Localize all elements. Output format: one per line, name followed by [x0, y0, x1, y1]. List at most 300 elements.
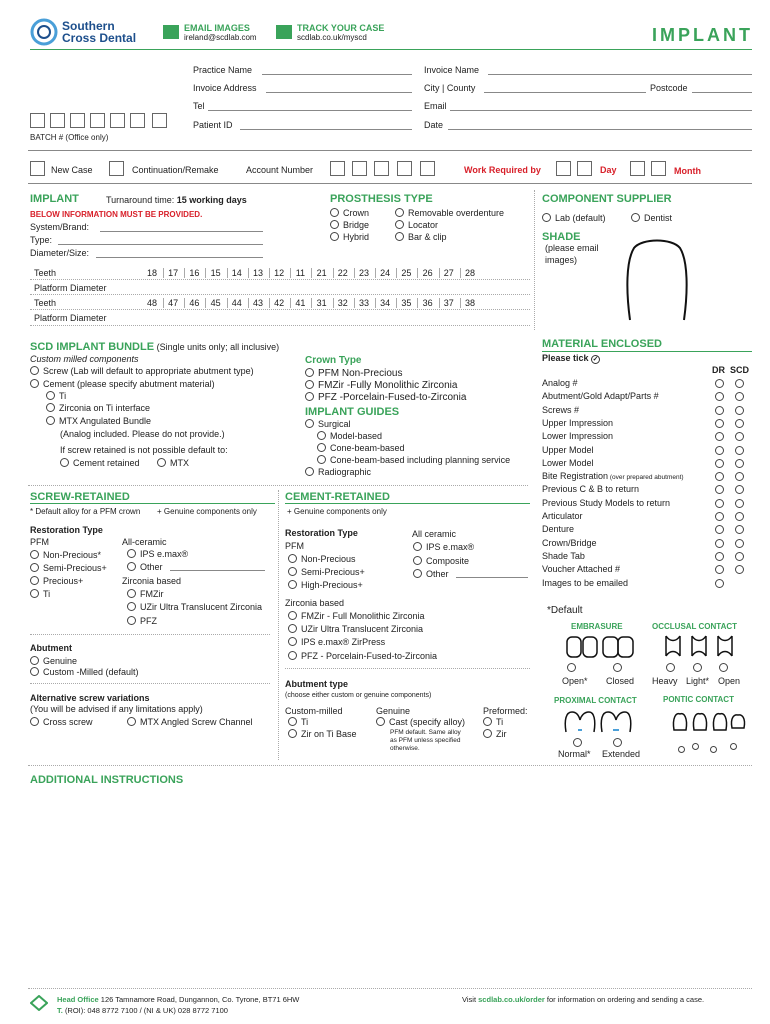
- screw-restoration-type: Restoration Type: [30, 525, 103, 535]
- cement-other-label: Other: [426, 569, 449, 579]
- material-dr-radio[interactable]: [715, 539, 724, 548]
- screw-all-ceramic: All-ceramic: [122, 537, 167, 547]
- cement-ips[interactable]: [413, 542, 474, 552]
- material-dr-radio[interactable]: [715, 552, 724, 561]
- material-dr-radio[interactable]: [715, 565, 724, 574]
- screw-pfz-radio[interactable]: [127, 616, 136, 625]
- batch-box-6[interactable]: [130, 113, 145, 128]
- cement-composite-radio[interactable]: [413, 556, 422, 565]
- screw-other-radio[interactable]: [127, 562, 136, 571]
- screw-precious[interactable]: [30, 576, 83, 586]
- footer-address: [57, 995, 299, 1004]
- invoice-address-field[interactable]: [266, 92, 412, 93]
- prosthesis-bar-clip[interactable]: [395, 232, 447, 242]
- material-dr-radio[interactable]: [715, 459, 724, 468]
- tooth-28: 28: [464, 268, 475, 278]
- cement-fmzir-radio[interactable]: [288, 611, 297, 620]
- screw-uzir-label: UZir Ultra Translucent Zirconia: [140, 602, 263, 612]
- screw-uzir[interactable]: [127, 602, 262, 612]
- city-county-field[interactable]: [484, 92, 646, 93]
- material-dr-radio[interactable]: [715, 525, 724, 534]
- cross-screw-label: Cross screw: [43, 717, 93, 727]
- cement-cast[interactable]: [376, 717, 465, 727]
- occlusal-open-radio[interactable]: [719, 663, 732, 673]
- cement-custom-ti-radio[interactable]: [288, 717, 297, 726]
- cement-other[interactable]: [413, 569, 449, 579]
- cement-fmzir[interactable]: [288, 611, 425, 621]
- screw-note-1: * Default alloy for a PFM crown: [30, 507, 141, 516]
- material-underline: [542, 351, 752, 352]
- tooth-43: 43: [252, 298, 263, 308]
- new-case-label: New Case: [51, 165, 93, 175]
- radiographic-radio[interactable]: [305, 467, 314, 476]
- postcode-field[interactable]: [692, 92, 752, 93]
- radiographic-label: Radiographic: [318, 467, 372, 477]
- screw-genuine-radio[interactable]: [30, 656, 39, 665]
- invoice-name-field[interactable]: [488, 74, 752, 75]
- material-item-label: Lower Model: [542, 457, 594, 468]
- cement-retained-title: CEMENT-RETAINED: [285, 491, 390, 503]
- occlusal-open-label: Open: [718, 676, 741, 686]
- crown-pfz-radio[interactable]: [305, 392, 314, 401]
- scd-header: SCD: [730, 365, 750, 375]
- tooth-26: 26: [422, 268, 433, 278]
- open-radio-dot[interactable]: [567, 663, 576, 672]
- visit-link[interactable]: scdlab.co.uk/order: [478, 995, 545, 1004]
- screw-fmzir[interactable]: [127, 589, 164, 599]
- cement-sp-radio[interactable]: [288, 567, 297, 576]
- bundle-mtx[interactable]: [46, 416, 151, 426]
- screw-pfz[interactable]: [127, 616, 157, 626]
- tooth-shade-icon: [622, 236, 692, 324]
- tooth-35: 35: [401, 298, 412, 308]
- cement-hp-radio[interactable]: [288, 580, 297, 589]
- postcode-label: Postcode: [650, 83, 688, 93]
- ti-label: Ti: [59, 391, 67, 401]
- cement-pfz-label: PFZ - Porcelain-Fused-to-Zirconia: [301, 651, 438, 661]
- material-item: [542, 551, 757, 561]
- material-item: [542, 564, 757, 574]
- material-item: [542, 458, 757, 468]
- tooth-14: 14: [231, 268, 242, 278]
- screw-np-radio[interactable]: [30, 550, 39, 559]
- new-case-checkbox[interactable]: [30, 161, 45, 176]
- platform-lower-label: Platform Diameter: [34, 313, 107, 323]
- email-images: [184, 23, 257, 43]
- material-scd-radio[interactable]: [735, 406, 744, 415]
- practice-name-label: Practice Name: [193, 65, 253, 75]
- teeth-lower-label: Teeth: [34, 298, 57, 308]
- material-scd-radio[interactable]: [735, 446, 744, 455]
- cement-pre-ti-radio[interactable]: [483, 717, 492, 726]
- pontic-radio-3[interactable]: [710, 744, 721, 754]
- pontic-radio-4[interactable]: [730, 741, 741, 751]
- alt-mtx-angled[interactable]: [127, 717, 253, 727]
- material-scd-radio[interactable]: [735, 432, 744, 441]
- bar-clip-label: Bar & clip: [408, 232, 447, 242]
- guide-radiographic[interactable]: [305, 467, 371, 477]
- batch-box-5[interactable]: [110, 113, 125, 128]
- bundle-cement-retained[interactable]: [60, 458, 140, 468]
- prosthesis-hybrid[interactable]: [330, 232, 369, 242]
- material-dr-radio[interactable]: [715, 432, 724, 441]
- occlusal-teeth-icon: [662, 632, 742, 660]
- material-scd-radio[interactable]: [735, 459, 744, 468]
- material-dr-radio[interactable]: [715, 512, 724, 521]
- crown-type-title: Crown Type: [305, 355, 362, 366]
- bundle-zirconia-ti[interactable]: [46, 403, 150, 413]
- crown-pfm-radio[interactable]: [305, 368, 314, 377]
- screw-ti[interactable]: [30, 589, 50, 599]
- day-box-2[interactable]: [577, 161, 592, 176]
- pontic-radio-4-dot[interactable]: [730, 743, 737, 750]
- screw-underline: [30, 503, 275, 504]
- removable-radio[interactable]: [395, 208, 404, 217]
- screw-pfz-label: PFZ: [140, 616, 157, 626]
- day-box-1[interactable]: [556, 161, 571, 176]
- alt-cross-screw[interactable]: [30, 717, 93, 727]
- material-item-label: Upper Impression: [542, 417, 614, 428]
- teeth-divider-3: [30, 309, 530, 310]
- open-radio[interactable]: [567, 663, 580, 673]
- tooth-33: 33: [358, 298, 369, 308]
- track-label: TRACK YOUR CASE: [297, 23, 385, 33]
- cement-custom-ti[interactable]: [288, 717, 308, 727]
- cement-cast-radio[interactable]: [376, 717, 385, 726]
- month-box-2[interactable]: [651, 161, 666, 176]
- bundle-cement[interactable]: [30, 379, 215, 389]
- email-images-link[interactable]: ireland@scdlab.com: [184, 33, 257, 42]
- screw-ti-radio[interactable]: [30, 589, 39, 598]
- zirconia-ti-label: Zirconia on Ti interface: [59, 403, 151, 413]
- material-dr-radio[interactable]: [715, 392, 724, 401]
- material-dr-radio[interactable]: [715, 499, 724, 508]
- hybrid-radio[interactable]: [330, 232, 339, 241]
- tooth-12: 12: [274, 268, 285, 278]
- account-box-1[interactable]: [330, 161, 345, 176]
- system-brand-field[interactable]: [100, 231, 263, 232]
- surgical-radio[interactable]: [305, 419, 314, 428]
- closed-radio[interactable]: [613, 663, 626, 673]
- cement-np-label: Non-Precious: [301, 554, 356, 564]
- dentist-radio[interactable]: [631, 213, 640, 222]
- cement-np-radio[interactable]: [288, 554, 297, 563]
- batch-box-1[interactable]: [30, 113, 45, 128]
- cement-pfz-radio[interactable]: [288, 651, 297, 660]
- guide-cone[interactable]: [317, 443, 405, 453]
- extended-radio[interactable]: [613, 738, 626, 748]
- cement-ips-label: IPS e.max®: [426, 542, 475, 552]
- bridge-radio[interactable]: [330, 220, 339, 229]
- screw-genuine-label: Genuine: [43, 656, 78, 666]
- patient-id-field[interactable]: [240, 129, 412, 130]
- guide-surgical[interactable]: [305, 419, 351, 429]
- screw-custom-milled[interactable]: [30, 667, 139, 677]
- cement-pre-zir[interactable]: [483, 729, 507, 739]
- material-dr-radio[interactable]: [715, 406, 724, 415]
- screw-genuine[interactable]: [30, 656, 77, 666]
- material-item: [542, 524, 757, 534]
- heavy-radio[interactable]: [666, 663, 679, 673]
- cement-pre-ti[interactable]: [483, 717, 503, 727]
- cement-semi-precious[interactable]: [288, 567, 365, 577]
- guides-title: IMPLANT GUIDES: [305, 406, 400, 418]
- screw-custom-radio[interactable]: [30, 667, 39, 676]
- batch-box-2[interactable]: [50, 113, 65, 128]
- cement-column-divider: [278, 490, 279, 760]
- cement-hp-label: High-Precious+: [301, 580, 363, 590]
- material-item-label: Denture: [542, 524, 575, 535]
- additional-instructions-area[interactable]: [30, 790, 752, 985]
- light-radio[interactable]: [693, 663, 706, 673]
- screw-divider-mid: [30, 634, 270, 635]
- date-label: Date: [424, 120, 444, 130]
- batch-box-4[interactable]: [90, 113, 105, 128]
- tooth-11: 11: [295, 268, 306, 278]
- material-scd-radio[interactable]: [735, 472, 744, 481]
- screw-ips[interactable]: [127, 549, 188, 559]
- case-divider-bottom: [28, 183, 752, 184]
- occlusal-open-radio-dot[interactable]: [719, 663, 728, 672]
- cone-radio[interactable]: [317, 443, 326, 452]
- cement-high-precious[interactable]: [288, 580, 363, 590]
- cement-non-precious[interactable]: [288, 554, 356, 564]
- cement-zir-ti-radio[interactable]: [288, 729, 297, 738]
- platform-upper-label: Platform Diameter: [34, 283, 107, 293]
- date-field[interactable]: [448, 129, 752, 130]
- cement-abutment-type: Abutment type: [285, 679, 348, 689]
- material-scd-radio[interactable]: [735, 525, 744, 534]
- cement-composite[interactable]: [413, 556, 469, 566]
- diameter-field[interactable]: [96, 257, 263, 258]
- turnaround: [106, 195, 247, 205]
- continuation-checkbox[interactable]: [109, 161, 124, 176]
- head-office-address: 126 Tamnamore Road, Dungannon, Co. Tyrone, BT71 6HW: [100, 995, 300, 1004]
- screw-semi-precious[interactable]: [30, 563, 107, 573]
- bundle-title: SCD IMPLANT BUNDLE: [30, 341, 155, 353]
- material-scd-radio[interactable]: [735, 485, 744, 494]
- cement-zirpress-radio[interactable]: [288, 637, 297, 646]
- crown-pfm[interactable]: [305, 368, 402, 379]
- material-item-label: Lower Impression: [542, 431, 614, 442]
- screw-other[interactable]: [127, 562, 163, 572]
- day-label: Day: [600, 165, 617, 175]
- normal-radio[interactable]: [573, 738, 586, 748]
- shade-title: SHADE: [542, 231, 581, 243]
- cone-planning-label: Cone-beam-based including planning service: [330, 455, 511, 465]
- bundle-mtx-default[interactable]: [157, 458, 189, 468]
- screw-divider-low: [30, 683, 270, 684]
- brand-name: [62, 20, 136, 44]
- material-scd-radio[interactable]: [735, 419, 744, 428]
- prosthesis-removable[interactable]: [395, 208, 504, 218]
- cement-uzir-radio[interactable]: [288, 624, 297, 633]
- type-field[interactable]: [58, 244, 263, 245]
- material-dr-radio[interactable]: [715, 485, 724, 494]
- pfm-note-2: as PFM unless specified: [390, 737, 461, 744]
- zirconia-ti-radio[interactable]: [46, 403, 55, 412]
- practice-name-field[interactable]: [262, 74, 412, 75]
- account-box-4[interactable]: [397, 161, 412, 176]
- supplier-dentist[interactable]: [631, 213, 672, 223]
- pontic-radio-2[interactable]: [692, 741, 703, 751]
- screw-p-radio[interactable]: [30, 576, 39, 585]
- guide-model[interactable]: [317, 431, 382, 441]
- tel-label: Tel: [193, 101, 205, 111]
- crown-radio[interactable]: [330, 208, 339, 217]
- material-dr-radio[interactable]: [715, 472, 724, 481]
- screw-custom-label: Custom -Milled (default): [43, 667, 139, 677]
- material-scd-radio[interactable]: [735, 565, 744, 574]
- tooth-13: 13: [252, 268, 263, 278]
- pontic-radio-1[interactable]: [678, 744, 689, 754]
- material-dr-radio[interactable]: [715, 379, 724, 388]
- screw-abutment-title: Abutment: [30, 643, 72, 653]
- bundle-ti[interactable]: [46, 391, 66, 401]
- cross-screw-radio[interactable]: [30, 717, 39, 726]
- month-label: Month: [674, 166, 701, 176]
- email-images-label: EMAIL IMAGES: [184, 23, 250, 33]
- mtx-default-radio[interactable]: [157, 458, 166, 467]
- pontic-title: PONTIC CONTACT: [663, 695, 734, 704]
- screw-fmzir-radio[interactable]: [127, 589, 136, 598]
- tooth-34: 34: [380, 298, 391, 308]
- material-item: [542, 431, 757, 441]
- crown-fmzir[interactable]: [305, 380, 457, 391]
- material-item: [542, 578, 757, 588]
- tooth-42: 42: [274, 298, 285, 308]
- form-title: IMPLANT: [652, 25, 753, 45]
- cement-ips-zirpress[interactable]: [288, 637, 385, 647]
- email-label: Email: [424, 101, 447, 111]
- type-label: Type:: [30, 235, 53, 245]
- material-item: [542, 511, 757, 521]
- screw-uzir-radio[interactable]: [127, 602, 136, 611]
- ti-radio[interactable]: [46, 391, 55, 400]
- cement-divider-mid: [285, 668, 530, 669]
- material-scd-radio[interactable]: [735, 539, 744, 548]
- material-scd-radio[interactable]: [735, 379, 744, 388]
- crown-pfz[interactable]: [305, 392, 466, 403]
- screw-non-precious[interactable]: [30, 550, 101, 560]
- diameter-label: Diameter/Size:: [30, 248, 90, 258]
- tooth-16: 16: [189, 268, 200, 278]
- material-dr-radio[interactable]: [715, 579, 724, 588]
- light-radio-dot[interactable]: [693, 663, 702, 672]
- account-box-5[interactable]: [420, 161, 435, 176]
- material-item: [542, 538, 757, 548]
- account-box-2[interactable]: [352, 161, 367, 176]
- screw-sp-radio[interactable]: [30, 563, 39, 572]
- material-item-label: Images to be emailed: [542, 577, 629, 588]
- bundle-screw[interactable]: [30, 366, 254, 376]
- batch-box-3[interactable]: [70, 113, 85, 128]
- prosthesis-crown[interactable]: [330, 208, 369, 218]
- tooth-32: 32: [337, 298, 348, 308]
- cement-restoration-type: Restoration Type: [285, 528, 358, 538]
- cement-zir-ti[interactable]: [288, 729, 357, 739]
- bundle-heading: [30, 341, 279, 353]
- batch-box-7[interactable]: [152, 113, 167, 128]
- locator-radio[interactable]: [395, 220, 404, 229]
- footer-visit: [462, 995, 704, 1004]
- normal-radio-dot[interactable]: [573, 738, 582, 747]
- material-dr-radio[interactable]: [715, 419, 724, 428]
- cement-retained-radio[interactable]: [60, 458, 69, 467]
- material-item: [542, 405, 757, 415]
- material-scd-radio[interactable]: [735, 512, 744, 521]
- bundle-analog: (Analog included. Please do not provide.): [60, 429, 225, 439]
- screw-np-label: Non-Precious*: [43, 550, 102, 560]
- screw-radio[interactable]: [30, 366, 39, 375]
- cement-radio[interactable]: [30, 379, 39, 388]
- material-scd-radio[interactable]: [735, 499, 744, 508]
- mtx-angled-radio[interactable]: [127, 717, 136, 726]
- model-radio[interactable]: [317, 431, 326, 440]
- cement-pre-zir-radio[interactable]: [483, 729, 492, 738]
- hybrid-label: Hybrid: [343, 232, 370, 242]
- crown-fmzir-radio[interactable]: [305, 380, 314, 389]
- bar-clip-radio[interactable]: [395, 232, 404, 241]
- cement-zirpress-label: IPS e.max® ZirPress: [301, 637, 386, 647]
- material-scd-radio[interactable]: [735, 392, 744, 401]
- guide-cone-planning[interactable]: [317, 455, 510, 465]
- cone-planning-radio[interactable]: [317, 455, 326, 464]
- closed-radio-dot[interactable]: [613, 663, 622, 672]
- cement-other-field[interactable]: [456, 577, 528, 578]
- cement-uzir[interactable]: [288, 624, 423, 634]
- tooth-46: 46: [189, 298, 200, 308]
- tooth-38: 38: [464, 298, 475, 308]
- extended-radio-dot[interactable]: [613, 738, 622, 747]
- cement-ips-radio[interactable]: [413, 542, 422, 551]
- visit-prefix: Visit: [462, 995, 477, 1004]
- email-field[interactable]: [450, 110, 752, 111]
- mtx-radio[interactable]: [46, 416, 55, 425]
- lab-radio[interactable]: [542, 213, 551, 222]
- cement-other-radio[interactable]: [413, 569, 422, 578]
- mtx-angled-label: MTX Angled Screw Channel: [140, 717, 253, 727]
- cement-sp-label: Semi-Precious+: [301, 567, 365, 577]
- image-icon: [163, 25, 179, 39]
- city-county-label: City | County: [424, 83, 476, 93]
- case-divider: [28, 150, 752, 151]
- heavy-radio-dot[interactable]: [666, 663, 675, 672]
- account-box-3[interactable]: [374, 161, 389, 176]
- pontic-radio-3-dot[interactable]: [710, 746, 717, 753]
- prosthesis-locator[interactable]: [395, 220, 438, 230]
- track-link[interactable]: scdlab.co.uk/myscd: [297, 33, 367, 42]
- tel-field[interactable]: [208, 110, 412, 111]
- material-dr-radio[interactable]: [715, 446, 724, 455]
- pontic-radio-2-dot[interactable]: [692, 743, 699, 750]
- prosthesis-bridge[interactable]: [330, 220, 369, 230]
- material-scd-radio[interactable]: [735, 552, 744, 561]
- supplier-lab[interactable]: [542, 213, 606, 223]
- cement-pfz[interactable]: [288, 651, 437, 661]
- tooth-21: 21: [316, 268, 327, 278]
- screw-other-field[interactable]: [170, 570, 265, 571]
- pontic-radio-1-dot[interactable]: [678, 746, 685, 753]
- crown-pfm-label: PFM Non-Precious: [318, 368, 403, 379]
- month-box-1[interactable]: [630, 161, 645, 176]
- proximal-teeth-icon: [562, 708, 634, 736]
- tooth-22: 22: [337, 268, 348, 278]
- turnaround-value: 15 working days: [176, 195, 247, 205]
- invoice-name-label: Invoice Name: [424, 65, 480, 75]
- track-icon: [276, 25, 292, 39]
- screw-ips-radio[interactable]: [127, 549, 136, 558]
